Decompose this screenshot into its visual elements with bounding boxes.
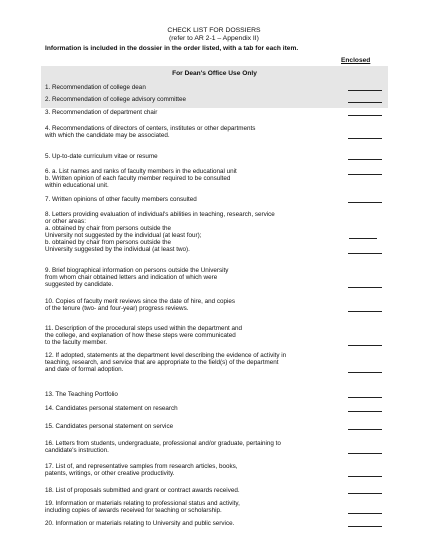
checklist-item-line: to the faculty member. [45, 339, 107, 347]
checklist-item [45, 267, 345, 288]
deans-section-title: For Dean's Office Use Only [172, 70, 257, 77]
checklist-item-line: 10. Copies of faculty merit reviews since the date of hire, and copies [45, 298, 236, 305]
checklist-item-line: candidate's instruction. [45, 447, 109, 455]
enclosed-checkbox-line[interactable] [348, 453, 382, 454]
checklist-item [45, 298, 345, 312]
enclosed-checkbox-line[interactable] [348, 174, 382, 175]
page-title: CHECK LIST FOR DOSSIERS [167, 27, 261, 34]
checklist-item-line: 20. Information or materials relating to University and public service. [45, 520, 235, 527]
checklist-item-line: 9. Brief biographical information on persons outside the University [45, 267, 229, 274]
checklist-item [45, 405, 345, 412]
checklist-item [45, 463, 345, 477]
checklist-item-line: from whom chair obtained letters and indication of which were [45, 274, 218, 282]
enclosed-checkbox-line[interactable] [348, 138, 382, 139]
checklist-item [45, 391, 345, 398]
enclosed-checkbox-line[interactable] [348, 102, 382, 103]
checklist-item [45, 325, 345, 346]
checklist-item [45, 423, 345, 430]
checklist-item-line: 13. The Teaching Portfolio [45, 391, 118, 398]
enclosed-checkbox-line[interactable] [348, 513, 382, 514]
checklist-item [45, 84, 345, 91]
enclosed-checkbox-line[interactable] [348, 202, 382, 203]
checklist-item [45, 125, 345, 139]
enclosed-checkbox-line[interactable] [348, 345, 382, 346]
checklist-item [45, 211, 345, 254]
checklist-item-line: including copies of awards received for teaching or scholarship. [45, 507, 222, 515]
checklist-item-line: 18. List of proposals submitted and grant or contract awards received. [45, 487, 240, 494]
checklist-item-line: 5. Up-to-date curriculum vitae or resume [45, 153, 158, 160]
page-subtitle: (refer to AR 2-1 – Appendix II) [169, 35, 259, 42]
checklist-item-line: and date of formal adoption. [45, 366, 124, 374]
checklist-item-line: or other areas: [45, 218, 86, 226]
checklist-item [45, 96, 345, 103]
checklist-item-line: of the tenure (two- and four-year) progress reviews. [45, 305, 189, 313]
enclosed-column-header: Enclosed [341, 57, 371, 64]
checklist-item [45, 520, 345, 527]
checklist-item [45, 168, 345, 189]
checklist-item-line: with which the candidate may be associated. [45, 132, 170, 140]
checklist-item-line: 11. Description of the procedural steps used within the department and [45, 325, 242, 332]
checklist-item-line: 15. Candidates personal statement on service [45, 423, 174, 430]
enclosed-checkbox-line[interactable] [348, 476, 382, 477]
enclosed-checkbox-line[interactable] [348, 253, 382, 254]
checklist-item [45, 500, 345, 514]
checklist-item [45, 109, 345, 116]
checklist-item [45, 487, 345, 494]
enclosed-checkbox-line[interactable] [349, 238, 377, 239]
checklist-item-line: 8. Letters providing evaluation of individual's abilities in teaching, research, service [45, 211, 275, 218]
enclosed-checkbox-line[interactable] [348, 372, 382, 373]
checklist-item-line: teaching, research, and service that are appropriate to the field(s) of the department [45, 359, 279, 367]
enclosed-checkbox-line[interactable] [348, 287, 382, 288]
checklist-item-line: a. obtained by chair from persons outside the [45, 225, 172, 233]
checklist-item-line: 16. Letters from students, undergraduate, professional and/or graduate, pertaining to [45, 440, 281, 447]
enclosed-checkbox-line[interactable] [348, 115, 382, 116]
checklist-item-line: suggested by candidate. [45, 281, 114, 289]
checklist-item-line: 4. Recommendations of directors of centers, institutes or other departments [45, 125, 256, 132]
checklist-item-line: 2. Recommendation of college advisory committee [45, 96, 187, 103]
enclosed-checkbox-line[interactable] [348, 397, 382, 398]
checklist-item-line: within educational unit. [45, 182, 109, 190]
checklist-item-line: b. Written opinion of each faculty member required to be consulted [45, 175, 231, 183]
enclosed-checkbox-line[interactable] [348, 493, 382, 494]
intro-text: Information is included in the dossier in the order listed, with a tab for each item. [45, 45, 299, 52]
enclosed-checkbox-line[interactable] [348, 311, 382, 312]
checklist-item-line: 17. List of, and representative samples from research articles, books, [45, 463, 238, 470]
checklist-item-line: University not suggested by the individual (at least four); [45, 232, 202, 240]
checklist-item-line: 19. Information or materials relating to professional status and activity, [45, 500, 240, 507]
enclosed-checkbox-line[interactable] [348, 411, 382, 412]
enclosed-checkbox-line[interactable] [348, 429, 382, 430]
enclosed-checkbox-line[interactable] [348, 526, 382, 527]
enclosed-checkbox-line[interactable] [348, 159, 382, 160]
checklist-item-line: 14. Candidates personal statement on research [45, 405, 178, 412]
checklist-item-line: 12. If adopted, statements at the department level describing the evidence of activity in [45, 352, 287, 359]
checklist-item [45, 196, 345, 203]
checklist-item-line: 1. Recommendation of college dean [45, 84, 146, 91]
checklist-item [45, 352, 345, 373]
checklist-item [45, 440, 345, 454]
checklist-item-line: University suggested by the individual (at least two). [45, 246, 190, 254]
checklist-item-line: the college, and explanation of how these steps were communicated [45, 332, 236, 340]
checklist-item-line: 7. Written opinions of other faculty members consulted [45, 196, 197, 203]
enclosed-checkbox-line[interactable] [348, 90, 382, 91]
checklist-item-line: patents, writings, or other creative productivity. [45, 470, 175, 478]
checklist-item-line: b. obtained by chair from persons outside the [45, 239, 172, 247]
checklist-item-line: 3. Recommendation of department chair [45, 109, 158, 116]
checklist-item-line: 6. a. List names and ranks of faculty members in the educational unit [45, 168, 237, 175]
checklist-item [45, 153, 345, 160]
